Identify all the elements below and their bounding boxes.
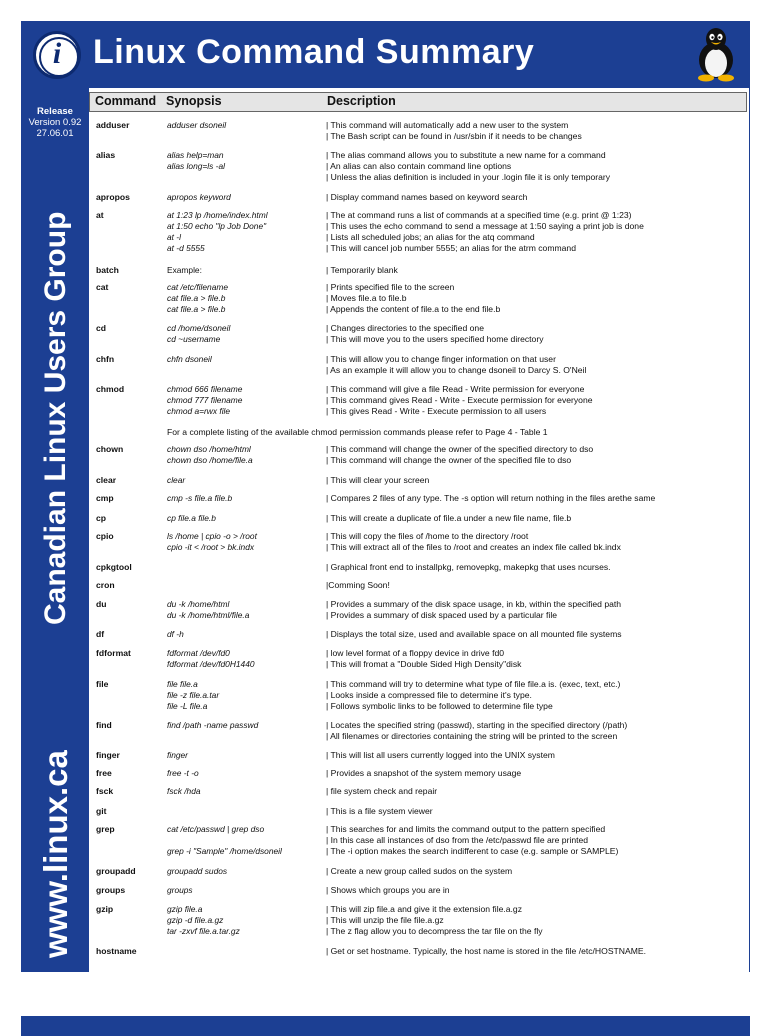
command-name: fdformat bbox=[96, 648, 131, 658]
description-line: | This command will change the owner of the specified directory to dso bbox=[326, 444, 594, 454]
command-name: git bbox=[96, 806, 107, 816]
synopsis-line: cat /etc/filename bbox=[167, 282, 228, 292]
command-description bbox=[326, 599, 621, 621]
command-description bbox=[326, 806, 433, 817]
command-name: batch bbox=[96, 265, 119, 275]
command-name: cat bbox=[96, 282, 109, 292]
description-line: | This command will give a file Read - Write permission for everyone bbox=[326, 384, 585, 394]
synopsis-line: chmod 666 filename bbox=[167, 384, 243, 394]
command-name: cp bbox=[96, 513, 107, 523]
synopsis-line: cd ~username bbox=[167, 334, 221, 344]
synopsis-line: alias help=man bbox=[167, 150, 224, 160]
synopsis-line: df -h bbox=[167, 629, 184, 639]
command-name: file bbox=[96, 679, 109, 689]
description-line: | This command will automatically add a new user to the system bbox=[326, 120, 569, 130]
command-name: find bbox=[96, 720, 112, 730]
command-description bbox=[326, 493, 655, 504]
column-header-synopsis: Synopsis bbox=[166, 94, 222, 108]
description-line: | This will list all users currently logged into the UNIX system bbox=[326, 750, 555, 760]
description-line: | This will allow you to change finger information on that user bbox=[326, 354, 556, 364]
command-description bbox=[326, 323, 544, 345]
column-header-bar bbox=[89, 92, 747, 112]
synopsis-line: apropos keyword bbox=[167, 192, 231, 202]
command-synopsis bbox=[167, 323, 230, 345]
description-line: | This will copy the files of /home to the directory /root bbox=[326, 531, 529, 541]
synopsis-line: cat /etc/passwd | grep dso bbox=[167, 824, 265, 834]
command-synopsis bbox=[167, 475, 185, 486]
command-synopsis bbox=[167, 493, 232, 504]
synopsis-line: cd /home/dsoneil bbox=[167, 323, 231, 333]
synopsis-line: du -k /home/html bbox=[167, 599, 230, 609]
command-name: apropos bbox=[96, 192, 130, 202]
description-line: | This will extract all of the files to /root and creates an index file called bk.indx bbox=[326, 542, 621, 552]
command-synopsis bbox=[167, 282, 228, 315]
command-synopsis bbox=[167, 720, 258, 731]
description-line: | In this case all instances of dso from the /etc/passwd file are printed bbox=[326, 835, 589, 845]
description-line: | The at command runs a list of commands at a specified time (e.g. print @ 1:23) bbox=[326, 210, 632, 220]
synopsis-line: clear bbox=[167, 475, 186, 485]
command-name: cpkgtool bbox=[96, 562, 132, 572]
description-line: | This will move you to the users specified home directory bbox=[326, 334, 544, 344]
description-line: | Unless the alias definition is included in your .login file it is only temporary bbox=[326, 172, 611, 182]
command-synopsis bbox=[167, 354, 212, 365]
description-line: | Display command names based on keyword search bbox=[326, 192, 528, 202]
command-name: clear bbox=[96, 475, 117, 485]
synopsis-line: cat file.a > file.b bbox=[167, 304, 226, 314]
command-description bbox=[326, 885, 450, 896]
synopsis-line: at 1:50 echo "lp Job Done" bbox=[167, 221, 267, 231]
description-line: | This command will try to determine what type of file file.a is. (exec, text, etc.) bbox=[326, 679, 621, 689]
synopsis-line: free -t -o bbox=[167, 768, 199, 778]
command-synopsis bbox=[167, 904, 240, 937]
command-description bbox=[326, 786, 437, 797]
command-synopsis bbox=[167, 265, 202, 276]
command-name: cmp bbox=[96, 493, 114, 503]
description-line: | This will create a duplicate of file.a under a new file name, file.b bbox=[326, 513, 572, 523]
synopsis-line: groupadd sudos bbox=[167, 866, 228, 876]
synopsis-line: alias long=ls -al bbox=[167, 161, 225, 171]
synopsis-line: tar -zxvf file.a.tar.gz bbox=[167, 926, 240, 936]
command-synopsis bbox=[167, 824, 282, 857]
group-name-vertical: Canadian Linux Users Group bbox=[39, 211, 72, 625]
synopsis-line: groups bbox=[167, 885, 193, 895]
synopsis-line: chown dso /home/html bbox=[167, 444, 251, 454]
synopsis-line: finger bbox=[167, 750, 188, 760]
description-line: | Provides a summary of disk spaced used by a particular file bbox=[326, 610, 558, 620]
synopsis-line: chmod a=rwx file bbox=[167, 406, 231, 416]
description-line: | Appends the content of file.a to the end file.b bbox=[326, 304, 501, 314]
synopsis-line: ls /home | cpio -o > /root bbox=[167, 531, 257, 541]
column-header-description: Description bbox=[327, 94, 396, 108]
description-line: | This uses the echo command to send a message at 1:50 saying a print job is done bbox=[326, 221, 644, 231]
command-name: chfn bbox=[96, 354, 115, 364]
command-name: alias bbox=[96, 150, 116, 160]
command-description bbox=[326, 750, 555, 761]
description-line: | Get or set hostname. Typically, the host name is stored in the file /etc/HOSTNAME. bbox=[326, 946, 647, 956]
description-line: | Provides a snapshot of the system memory usage bbox=[326, 768, 522, 778]
command-name: fsck bbox=[96, 786, 114, 796]
description-line: | Compares 2 files of any type. The -s option will return nothing in the files arethe same bbox=[326, 493, 656, 503]
description-line: | Provides a summary of the disk space usage, in kb, within the specified path bbox=[326, 599, 622, 609]
command-name: cpio bbox=[96, 531, 114, 541]
command-synopsis bbox=[167, 531, 257, 553]
page-title: Linux Command Summary bbox=[93, 33, 535, 71]
command-name: finger bbox=[96, 750, 120, 760]
command-synopsis bbox=[167, 210, 268, 254]
synopsis-line: chown dso /home/file.a bbox=[167, 455, 253, 465]
command-synopsis bbox=[167, 599, 249, 621]
command-name: free bbox=[96, 768, 112, 778]
website-url-vertical: www.linux.ca bbox=[37, 750, 74, 958]
command-synopsis bbox=[167, 120, 226, 131]
description-line: | This will clear your screen bbox=[326, 475, 430, 485]
description-line: | This will zip file.a and give it the extension file.a.gz bbox=[326, 904, 523, 914]
description-line: |Comming Soon! bbox=[326, 580, 390, 590]
tux-penguin-icon bbox=[692, 26, 740, 82]
description-line: | Follows symbolic links to be followed to determine file type bbox=[326, 701, 553, 711]
command-name: hostname bbox=[96, 946, 137, 956]
command-synopsis bbox=[167, 648, 255, 670]
command-synopsis bbox=[167, 768, 199, 779]
command-description bbox=[326, 531, 621, 553]
description-line: | This will fromat a "Double Sided High Density"disk bbox=[326, 659, 522, 669]
command-description bbox=[326, 866, 512, 877]
command-description bbox=[326, 150, 610, 183]
synopsis-line: fdformat /dev/fd0H1440 bbox=[167, 659, 255, 669]
description-line: | Temporarily blank bbox=[326, 265, 398, 275]
command-synopsis bbox=[167, 786, 201, 797]
command-name: grep bbox=[96, 824, 115, 834]
command-description bbox=[326, 120, 582, 142]
description-line: | Displays the total size, used and available space on all mounted file systems bbox=[326, 629, 622, 639]
description-line: | This command gives Read - Write - Execute permission for everyone bbox=[326, 395, 593, 405]
synopsis-line: cat file.a > file.b bbox=[167, 293, 226, 303]
command-synopsis bbox=[167, 885, 193, 896]
command-description bbox=[326, 904, 543, 937]
synopsis-line: find /path -name passwd bbox=[167, 720, 259, 730]
command-description bbox=[326, 192, 527, 203]
description-line: | This gives Read - Write - Execute permission to all users bbox=[326, 406, 547, 416]
command-description bbox=[326, 210, 644, 254]
synopsis-line: adduser dsoneil bbox=[167, 120, 227, 130]
description-line: | Prints specified file to the screen bbox=[326, 282, 455, 292]
command-synopsis bbox=[167, 150, 225, 172]
chmod-note: For a complete listing of the available chmod permission commands please refer to Page 4 - Table 1 bbox=[167, 427, 548, 437]
synopsis-line: at -d 5555 bbox=[167, 243, 205, 253]
command-description bbox=[326, 444, 593, 466]
description-line: | low level format of a floppy device in drive fd0 bbox=[326, 648, 505, 658]
description-line: | The alias command allows you to substitute a new name for a command bbox=[326, 150, 606, 160]
description-line: | Locates the specified string (passwd), starting in the specified directory (/path) bbox=[326, 720, 628, 730]
command-description bbox=[326, 513, 571, 524]
synopsis-line: at 1:23 lp /home/index.html bbox=[167, 210, 268, 220]
description-line: | file system check and repair bbox=[326, 786, 438, 796]
synopsis-line: fdformat /dev/fd0 bbox=[167, 648, 230, 658]
command-name: df bbox=[96, 629, 105, 639]
command-description bbox=[326, 475, 429, 486]
command-synopsis bbox=[167, 192, 231, 203]
command-name: cron bbox=[96, 580, 115, 590]
description-line: | Create a new group called sudos on the system bbox=[326, 866, 513, 876]
description-line: | All filenames or directories containing the string will be printed to the screen bbox=[326, 731, 618, 741]
description-line: | An alias can also contain command line options bbox=[326, 161, 512, 171]
synopsis-line: file -L file.a bbox=[167, 701, 208, 711]
command-description bbox=[326, 720, 627, 742]
description-line: | This command will change the owner of the specified file to dso bbox=[326, 455, 572, 465]
command-name: du bbox=[96, 599, 107, 609]
synopsis-line: cp file.a file.b bbox=[167, 513, 216, 523]
command-description bbox=[326, 282, 500, 315]
command-description bbox=[326, 562, 611, 573]
description-line: | The z flag allow you to decompress the tar file on the fly bbox=[326, 926, 543, 936]
command-description bbox=[326, 265, 398, 276]
command-synopsis bbox=[167, 750, 188, 761]
synopsis-line: file -z file.a.tar bbox=[167, 690, 220, 700]
command-description bbox=[326, 354, 586, 376]
command-description bbox=[326, 946, 646, 957]
synopsis-line: chmod 777 filename bbox=[167, 395, 243, 405]
command-description bbox=[326, 384, 593, 417]
description-line: | This will cancel job number 5555; an alias for the atrm command bbox=[326, 243, 576, 253]
description-line: | This searches for and limits the command output to the pattern specified bbox=[326, 824, 606, 834]
synopsis-line: chfn dsoneil bbox=[167, 354, 212, 364]
info-icon: i bbox=[33, 31, 81, 79]
synopsis-line: cmp -s file.a file.b bbox=[167, 493, 233, 503]
description-line: | The -i option makes the search indifferent to case (e.g. sample or SAMPLE) bbox=[326, 846, 619, 856]
synopsis-line: grep -i "Sample" /home/dsoneil bbox=[167, 846, 282, 856]
description-line: | This is a file system viewer bbox=[326, 806, 433, 816]
command-name: groupadd bbox=[96, 866, 136, 876]
description-line: | Moves file.a to file.b bbox=[326, 293, 407, 303]
description-line: | Lists all scheduled jobs; an alias for the atq command bbox=[326, 232, 535, 242]
synopsis-line: cpio -it < /root > bk.indx bbox=[167, 542, 255, 552]
command-name: adduser bbox=[96, 120, 130, 130]
synopsis-line: du -k /home/html/file.a bbox=[167, 610, 250, 620]
command-name: at bbox=[96, 210, 104, 220]
command-description bbox=[326, 580, 390, 591]
synopsis-line bbox=[167, 835, 282, 846]
command-synopsis bbox=[167, 444, 253, 466]
synopsis-line: gzip file.a bbox=[167, 904, 203, 914]
description-line: | Graphical front end to installpkg, removepkg, makepkg that uses ncurses. bbox=[326, 562, 611, 572]
command-description bbox=[326, 768, 521, 779]
synopsis-line: gzip -d file.a.gz bbox=[167, 915, 224, 925]
description-line: | Changes directories to the specified one bbox=[326, 323, 484, 333]
command-synopsis bbox=[167, 866, 227, 877]
synopsis-line: file file.a bbox=[167, 679, 198, 689]
command-description bbox=[326, 679, 620, 712]
synopsis-line: at -l bbox=[167, 232, 181, 242]
description-line: | Shows which groups you are in bbox=[326, 885, 450, 895]
command-description bbox=[326, 824, 618, 857]
command-name: gzip bbox=[96, 904, 114, 914]
command-synopsis bbox=[167, 679, 219, 712]
command-name: cd bbox=[96, 323, 107, 333]
command-name: chmod bbox=[96, 384, 125, 394]
synopsis-line: fsck /hda bbox=[167, 786, 201, 796]
command-name: chown bbox=[96, 444, 124, 454]
command-synopsis bbox=[167, 513, 216, 524]
description-line: | Looks inside a compressed file to determine it's type. bbox=[326, 690, 532, 700]
release-info: Release Version 0.92 27.06.01 bbox=[28, 106, 82, 139]
description-line: | The Bash script can be found in /usr/sbin if it needs to be changes bbox=[326, 131, 582, 141]
command-description bbox=[326, 629, 622, 640]
next-page-frame bbox=[21, 1016, 750, 1036]
description-line: | This will unzip the file file.a.gz bbox=[326, 915, 444, 925]
command-synopsis bbox=[167, 629, 184, 640]
command-description bbox=[326, 648, 521, 670]
synopsis-line: Example: bbox=[167, 265, 202, 275]
command-name: groups bbox=[96, 885, 126, 895]
description-line: | As an example it will allow you to change dsoneil to Darcy S. O'Neil bbox=[326, 365, 587, 375]
command-synopsis bbox=[167, 384, 242, 417]
column-header-command: Command bbox=[95, 94, 157, 108]
